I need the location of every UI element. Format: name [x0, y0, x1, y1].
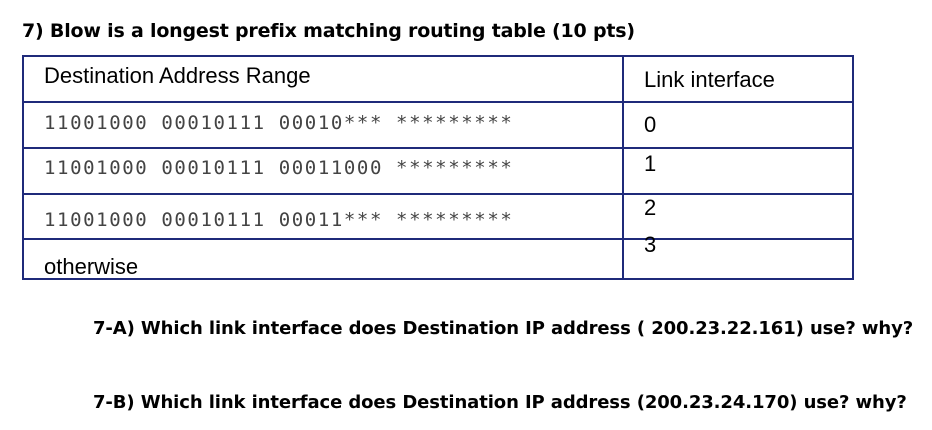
row-range: 11001000 00010111 00011*** *********	[44, 209, 514, 231]
row-divider	[24, 101, 852, 103]
row-interface: 0	[644, 112, 657, 137]
question-7b: 7-B) Which link interface does Destination IP address (200.23.24.170) use? why?	[93, 392, 907, 413]
problem-title: 7) Blow is a longest prefix matching routing table (10 pts)	[22, 20, 635, 42]
row-interface: 1	[644, 151, 657, 176]
row-range: 11001000 00010111 00010*** *********	[44, 112, 514, 134]
column-divider	[622, 57, 624, 278]
row-range: 11001000 00010111 00011000 *********	[44, 157, 514, 179]
row-divider	[24, 147, 852, 149]
header-link-interface: Link interface	[644, 67, 775, 92]
row-divider	[24, 193, 852, 195]
routing-table	[22, 55, 854, 280]
question-7a: 7-A) Which link interface does Destination IP address ( 200.23.22.161) use? why?	[93, 318, 914, 339]
row-interface: 3	[644, 232, 657, 257]
row-range: otherwise	[44, 254, 139, 279]
header-destination-range: Destination Address Range	[44, 63, 311, 88]
row-divider	[24, 238, 852, 240]
row-interface: 2	[644, 195, 657, 220]
